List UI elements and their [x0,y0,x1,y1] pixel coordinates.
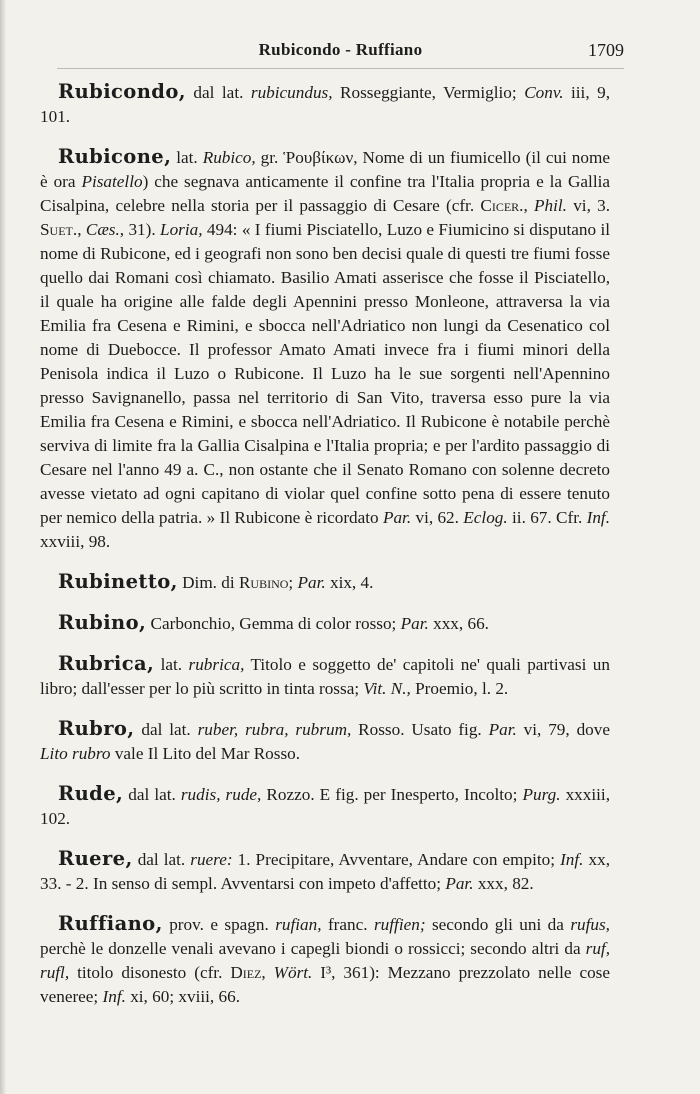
headword: Rubro, [58,717,135,740]
entry-rubinetto [40,570,610,595]
entry-text: vi, 79, dove [516,720,610,739]
entry-text: Rozzo. E fig. per Inesperto, Incolto; [261,785,523,804]
page-number: 1709 [588,40,624,60]
entry-text: Titolo e soggetto de' capitoli ne' quali partivasi un libro; dall'esser per lo più scritto in tinta rossa; [40,655,610,698]
entry-ruffiano [40,912,610,1009]
running-head: Rubicondo - Ruffiano [258,40,423,59]
entry-text: dal lat. [132,850,191,869]
entry-italic: ruf, rufl, [40,939,610,982]
entry-text: secondo gli uni da [425,915,571,934]
entry-italic: ruffien; [373,915,426,934]
entry-text: , [77,220,86,239]
entry-italic: rudis, rude, [180,785,262,804]
entry-citation: Cæs. [85,220,120,239]
entry-rubicondo [40,80,610,129]
entry-citation: Vit. N., [363,679,411,698]
entry-text: vi, 62. [411,508,464,527]
entry-citation: Phil. [534,196,567,215]
entry-text: Proemio, l. 2. [410,679,509,698]
entry-text: xix, 4. [325,573,374,592]
entry-text: dal lat. [134,720,198,739]
headword: Rubrica, [58,652,155,675]
entry-cross-reference: Rubino [238,573,289,592]
entry-text: xx, 33. - 2. In senso di sempl. Avventarsi con impeto d'affetto; [40,850,610,893]
entry-italic: Rubico, [202,148,256,167]
header-rule [57,68,624,69]
entry-author: Cicer. [480,196,524,215]
entry-author: Suet. [40,220,78,239]
page-binding-edge [0,0,6,1094]
headword: Rubicondo, [58,80,186,103]
entry-citation: Par. [382,508,412,527]
entry-text: vale Il Lito del Mar Rosso. [110,744,301,763]
entry-text: 494: « I fiumi Pisciatello, Luzo e Fiumicino si disputano il nome di Rubicone, ed i geografi non sono ben decisi quale di questi tre fiumi fosse quello dai Romani così chiamato. Basilio Amati asserisce che fosse il Pisciatello, il quale ha origine alle falde degli Apennini presso Monleone, attraversa la via Emilia fra Cesena e Rimini, e sbocca nell'Adriatico non lungi da Cesenatico col nome di Duebocce. Il professor Amato Amati invece fra i fiumi minori della Penisola indica il Luzo o Rubicone. Il Luzo ha le sue sorgenti nell'Apennino presso Savignanello, passa nel territorio di San Vito, traversa esso pure la via Emilia fra Cesena e Rimini, e sbocca nell'Adriatico. Il Rubicone è notabile perchè serviva di limite fra la Gallia Cisalpina e l'Italia propria; e per l'ardito passaggio di Cesare nel l'anno 49 a. C., non ostante che il Senato Romano con solenne decreto avesse vietato ad ogni capitano di violar quel confine sotto pena di essere tenuto per nemico della patria. » Il Rubicone è ricordato [40,220,610,527]
entry-rude [40,782,610,831]
entry-text: xxviii, 98. [40,532,111,551]
entry-text: I³, 361): Mezzano prezzolato nelle cose veneree; [40,963,610,1006]
entry-italic: rufus, [570,915,610,934]
entry-citation: Eclog. [463,508,508,527]
entry-citation: Conv. [524,83,564,102]
headword: Ruere, [58,847,133,870]
entry-text: lat. [154,655,189,674]
dictionary-column [40,80,610,1025]
entry-text: iii, 9, 101. [40,83,611,126]
entry-text: gr. Ῥουβίκων, Nome di un fiumicello (il cui nome è ora [40,148,610,191]
entry-text: xi, 60; xviii, 66. [125,987,241,1006]
entry-text: prov. e spagn. [162,915,276,934]
entry-text: , 31). [119,220,161,239]
entry-text: Rosseggiante, Vermiglio; [332,83,525,102]
entry-text: perchè le donzelle venali avevano i capegli biondi o rossicci; secondo altri da [40,939,586,958]
entry-text: , [261,963,274,982]
entry-text: lat. [171,148,203,167]
entry-rubicone [40,145,610,554]
entry-text: franc. [321,915,374,934]
entry-citation: Par. [297,573,326,592]
entry-citation: Purg. [522,785,561,804]
entry-text: vi, 3. [566,196,611,215]
entry-text: dal lat. [123,785,181,804]
entry-italic: rufian, [275,915,322,934]
entry-text: Rosso. Usato fig. [351,720,489,739]
entry-citation: Inf. [586,508,610,527]
entry-italic: rubrica, [188,655,245,674]
entry-text: xxx, 66. [428,614,489,633]
headword: Rubino, [58,611,147,634]
entry-rubino [40,611,610,636]
headword: Rubicone, [58,145,172,168]
entry-citation: Par. [445,874,474,893]
entry-text: ) che segnava anticamente il confine tra l'Italia propria e la Gallia Cisalpina, celebre nella storia per il passaggio di Cesare (cfr. [40,172,610,215]
entry-citation: Inf. [102,987,126,1006]
entry-text: ; [288,573,298,592]
entry-text: 1. Precipitare, Avventare, Andare con empito; [232,850,561,869]
entry-citation: Loria, [160,220,203,239]
entry-text: dal lat. [185,83,251,102]
entry-author: Diez [230,963,262,982]
entry-ruere [40,847,610,896]
entry-citation: Wört. [273,963,313,982]
headword: Ruffiano, [58,912,163,935]
entry-citation: Par. [488,720,517,739]
headword: Rude, [58,782,124,805]
entry-text: xxx, 82. [473,874,534,893]
headword: Rubinetto, [58,570,178,593]
entry-rubro [40,717,610,766]
entry-text: ii. 67. Cfr. [507,508,587,527]
entry-italic: Lito rubro [40,744,111,763]
entry-text: Dim. di [177,573,239,592]
entry-text: xxxiii, 102. [40,785,610,828]
entry-citation: Inf. [560,850,584,869]
entry-citation: Par. [400,614,429,633]
entry-text: , [523,196,535,215]
entry-italic: ruere: [190,850,233,869]
entry-text: titolo disonesto (cfr. [69,963,231,982]
entry-rubrica [40,652,610,701]
entry-text: Carbonchio, Gemma di color rosso; [146,614,401,633]
entry-italic: ruber, rubra, rubrum, [197,720,352,739]
page-header [57,40,624,72]
entry-italic: rubicundus, [250,83,333,102]
entry-italic: Pisatello [81,172,143,191]
